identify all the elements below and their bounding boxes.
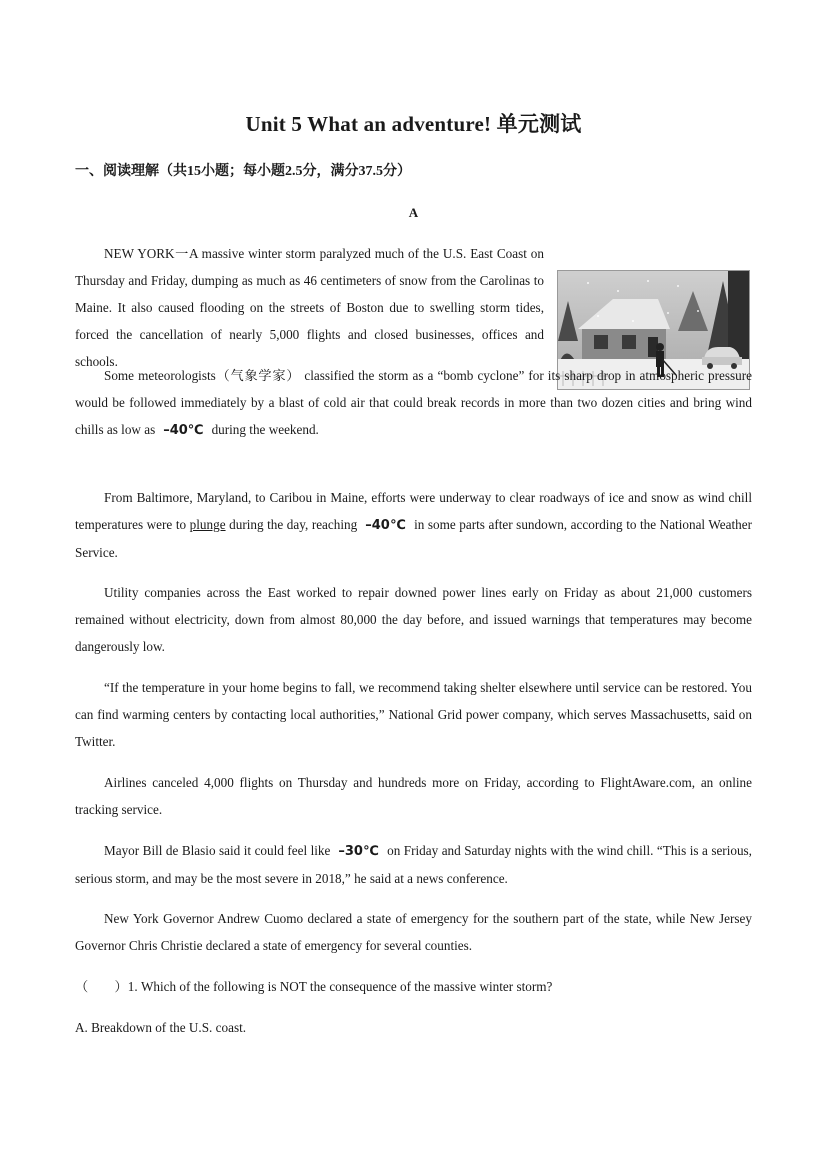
paragraph-3-text-b: during the day, reaching: [229, 517, 358, 532]
paragraph-7: [75, 837, 752, 892]
paragraph-4: [75, 579, 752, 660]
temperature-value: –30℃: [338, 844, 380, 859]
paragraph-5-text: “If the temperature in your home begins to fall, we recommend taking shelter elsewhere until service can be restored. You can find warming centers by contacting local authorities,” National Grid power company, which serves Massachusetts, said on Twitter.: [75, 680, 752, 749]
paragraph-3-text-c: in some parts after sundown, according to the National Weather Service.: [75, 517, 753, 560]
paragraph-7-text-a: Mayor Bill de Blasio said it could feel like: [104, 843, 331, 858]
paragraph-8: [75, 905, 752, 959]
paragraph-2-text-b: during the weekend.: [211, 422, 319, 437]
paragraph-5: [75, 674, 752, 755]
paragraph-1: [75, 240, 544, 375]
question-1: [75, 973, 752, 1000]
document-title: Unit 5 What an adventure! 单元测试: [245, 112, 582, 136]
section-heading: 一、阅读理解（共15小题；每小题2.5分，满分37.5分）: [75, 164, 411, 179]
paragraph-7-text-b: on Friday and Saturday nights with the wind chill. “This is a serious, serious storm, and may be the most severe in 2018,” he said at a news conference.: [75, 843, 752, 886]
option-a-text: A. Breakdown of the U.S. coast.: [75, 1020, 247, 1035]
temperature-value: –40℃: [163, 423, 204, 438]
paragraph-2-text-a: Some meteorologists（气象学家） classified the storm as a “bomb cyclone” for its sharp drop in atmospheric pressure would be followed immediately by a blast of cold air that could break records in more than two dozen cities and bring wind chills as low as: [75, 368, 752, 437]
paragraph-8-text: New York Governor Andrew Cuomo declared a state of emergency for the southern part of the state, while New Jersey Governor Chris Christie declared a state of emergency for several counties.: [75, 911, 752, 953]
paragraph-4-text: Utility companies across the East worked to repair downed power lines early on Friday as about 21,000 customers remained without electricity, down from almost 80,000 the day before, and issued warnings that temperatures may become dangerously low.: [75, 585, 752, 654]
paragraph-6: [75, 769, 752, 823]
option-a: [75, 1014, 752, 1041]
temperature-value: –40℃: [365, 518, 407, 533]
underlined-word: plunge: [189, 517, 226, 532]
paragraph-3-text-a: From Baltimore, Maryland, to Caribou in Maine, efforts were underway to clear roadways of ice and snow as wind chill temperatures were to: [75, 490, 752, 532]
answer-bracket: （ ）: [75, 979, 128, 994]
question-text: 1. Which of the following is NOT the consequence of the massive winter storm?: [127, 979, 553, 994]
passage-label: A: [408, 205, 419, 220]
paragraph-1-text: NEW YORK一A massive winter storm paralyzed much of the U.S. East Coast on Thursday and Friday, dumping as much as 46 centimeters of snow from the Carolinas to Maine. It also caused flooding on the streets of Boston due to swelling storm tides, forced the cancellation of nearly 5,000 flights and closed businesses, offices and schools.: [75, 246, 544, 369]
paragraph-2: [75, 362, 752, 444]
paragraph-3: [75, 484, 752, 566]
paragraph-6-text: Airlines canceled 4,000 flights on Thursday and hundreds more on Friday, according to FlightAware.com, an online tracking service.: [75, 775, 752, 817]
